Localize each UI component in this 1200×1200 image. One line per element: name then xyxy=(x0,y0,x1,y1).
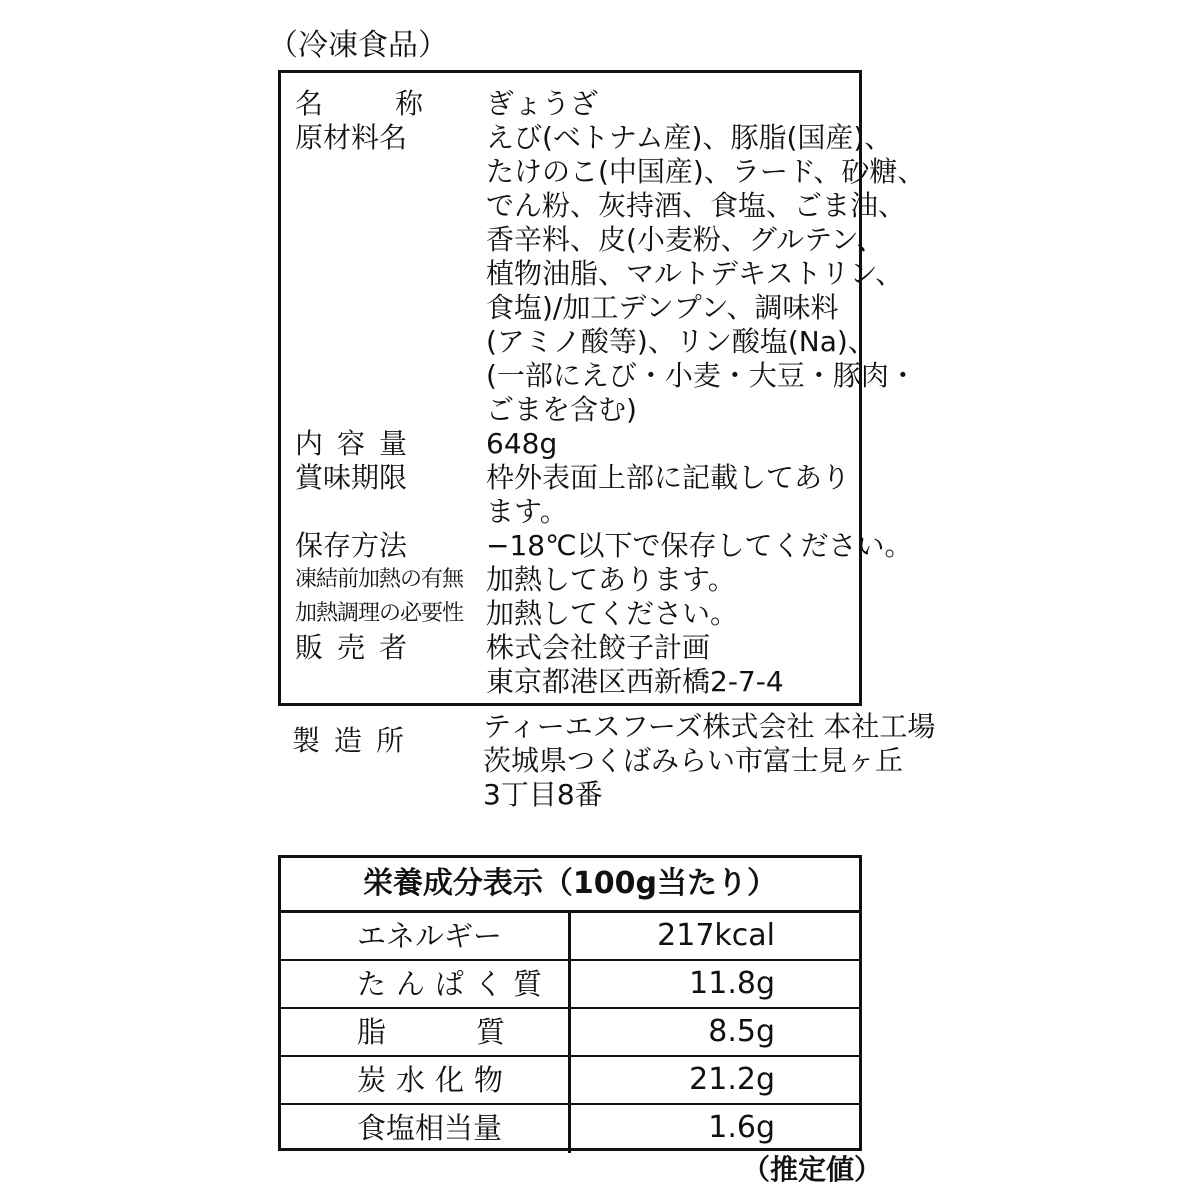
manufacturer-line: 3丁目8番 xyxy=(483,778,603,811)
seller-value xyxy=(486,631,856,699)
ingredients-line: (一部にえび・小麦・大豆・豚肉・ xyxy=(486,359,917,392)
nutrient-value: 8.5g xyxy=(708,1014,775,1049)
nutrition-title: 栄養成分表示（100g当たり） xyxy=(281,858,859,913)
cooking-key: 加熱調理の必要性 xyxy=(295,601,464,626)
manufacturer-line: ティーエスフーズ株式会社 本社工場 xyxy=(483,710,936,743)
seller-line: 株式会社餃子計画 xyxy=(486,631,711,664)
expiry-line: 枠外表面上部に記載してあり xyxy=(486,461,851,494)
nutrient-name: たんぱく質 xyxy=(281,961,571,1007)
nutrient-value: 11.8g xyxy=(689,966,775,1001)
manufacturer-key: 製造所 xyxy=(292,724,419,757)
content-key: 内容量 xyxy=(295,427,422,460)
ingredients-line: (アミノ酸等)、リン酸塩(Na)、 xyxy=(486,325,876,358)
nutrition-table xyxy=(278,855,862,1151)
table-row xyxy=(281,1057,859,1105)
table-row xyxy=(281,913,859,961)
table-row xyxy=(281,961,859,1009)
ingredients-line: 植物油脂、マルトデキストリン、 xyxy=(486,257,904,290)
product-label-box xyxy=(278,70,926,706)
nutrient-value: 21.2g xyxy=(689,1062,775,1097)
expiry-value xyxy=(486,461,856,529)
seller-line: 東京都港区西新橋2-7-4 xyxy=(486,665,784,698)
expiry-key: 賞味期限 xyxy=(295,461,408,494)
storage-value: −18℃以下で保存してください。 xyxy=(486,529,913,562)
seller-key: 販売者 xyxy=(295,631,422,664)
ingredients-value xyxy=(486,121,926,427)
nutrient-name: 脂質 xyxy=(281,1009,571,1055)
expiry-line: ます。 xyxy=(486,495,568,528)
manufacturer-line: 茨城県つくばみらい市富士見ヶ丘 xyxy=(483,744,904,777)
ingredients-line: たけのこ(中国産)、ラード、砂糖、 xyxy=(486,155,926,188)
estimated-value-note: （推定値） xyxy=(742,1153,883,1186)
frozen-food-caption: （冷凍食品） xyxy=(268,28,448,63)
ingredients-line: ごまを含む) xyxy=(486,393,637,426)
storage-key: 保存方法 xyxy=(295,529,408,562)
manufacturer-section xyxy=(278,710,936,822)
table-row xyxy=(281,1105,859,1153)
cooking-value: 加熱してください。 xyxy=(486,597,739,630)
ingredients-line: えび(ベトナム産)、豚脂(国産)、 xyxy=(486,121,893,154)
nutrient-value: 217kcal xyxy=(657,918,775,953)
nutrient-name: 炭水化物 xyxy=(281,1057,571,1103)
ingredients-key: 原材料名 xyxy=(295,121,408,154)
content-value: 648g xyxy=(486,427,558,460)
name-value: ぎょうざ xyxy=(486,87,599,120)
table-row xyxy=(281,1009,859,1057)
ingredients-line: 香辛料、皮(小麦粉、グルテン、 xyxy=(486,223,885,256)
name-key: 名称 xyxy=(295,87,496,120)
preheat-value: 加熱してあります。 xyxy=(486,563,736,596)
nutrient-value: 1.6g xyxy=(708,1110,775,1145)
ingredients-line: でん粉、灰持酒、食塩、ごま油、 xyxy=(486,189,907,222)
preheat-key: 凍結前加熱の有無 xyxy=(295,567,464,592)
nutrient-name: 食塩相当量 xyxy=(281,1105,571,1153)
manufacturer-value xyxy=(483,710,936,812)
nutrient-name: エネルギー xyxy=(281,913,571,959)
ingredients-line: 食塩)/加工デンプン、調味料 xyxy=(486,291,839,324)
